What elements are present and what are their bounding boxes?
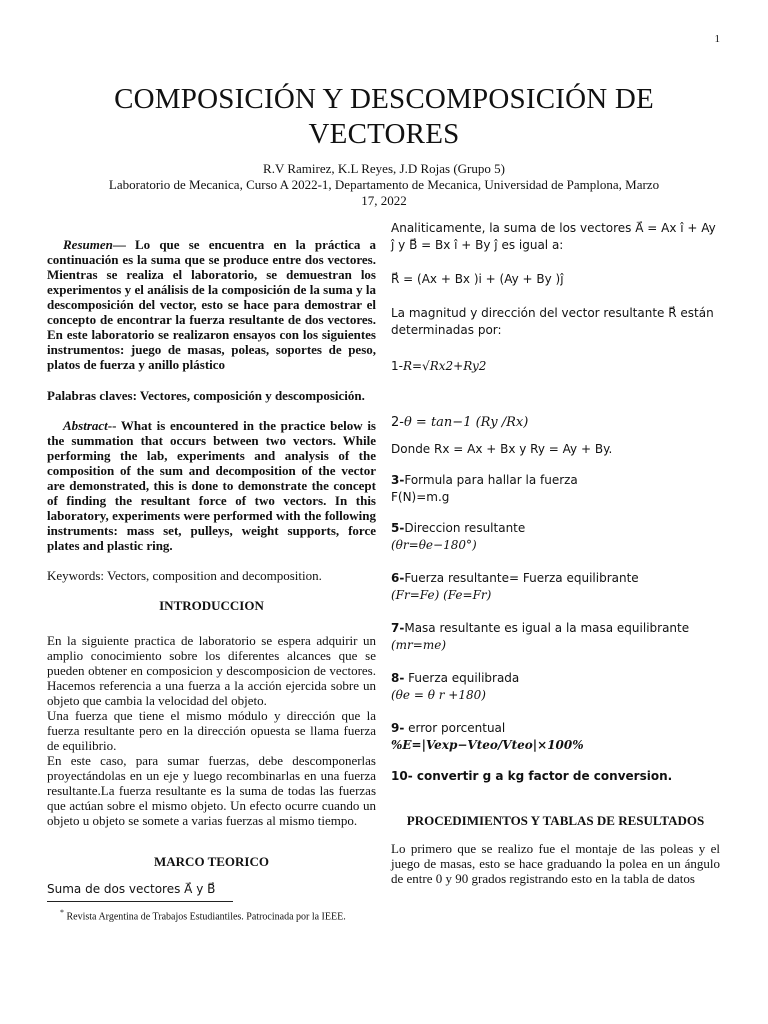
equation-6: (Fr=Fe) (Fe=Fr) <box>391 588 492 602</box>
intro-paragraph-3: En este caso, para sumar fuerzas, debe descomponerlas proyectándolas en un eje y luego recombinarlas en una fuerza resultante.La fuerza resultante es la suma de todas las fuerzas que actúan sobre el mismo objeto. Un efecto ocurre cuando un objeto u objeto se somete a varias fuerzas al mismo tiempo. <box>47 753 376 828</box>
procedimientos-heading: PROCEDIMIENTOS Y TABLAS DE RESULTADOS <box>406 813 705 828</box>
equation-8-label <box>391 670 720 687</box>
right-column <box>391 220 720 886</box>
equation-7-label <box>391 620 720 637</box>
paper-title <box>60 82 708 152</box>
resumen-label: Resumen <box>63 237 113 252</box>
equation-5-label <box>391 520 720 537</box>
resumen-text: — Lo que se encuentra en la práctica a continuación es la suma que se produce entre dos vectores. Mientras se realiza el laboratorio, se demuestran los experimentos y el análisis de la composición de la suma y la descomposición del vector, esto se hace para demostrar el concepto de encontrar la fuerza resultante de dos vectores. En este laboratorio se realizaron ensayos con los siguientes instrumentos: juego de masas, poleas, soportes de peso, platos de fuerza y anillo plástico <box>47 237 376 372</box>
affiliation: Laboratorio de Mecanica, Curso A 2022-1, Departamento de Mecanica, Universidad de Pamplona, Marzo 17, 2022 <box>108 177 660 208</box>
equation-3: F(N)=m.g <box>391 490 450 504</box>
equation-3-label <box>391 472 720 489</box>
footnote <box>60 908 346 922</box>
eq8-number: 8- <box>391 671 405 685</box>
marco-line: Suma de dos vectores A⃗ y B⃗ <box>47 882 216 896</box>
eq10-number: 10- <box>391 769 413 783</box>
eq8-label: Fuerza equilibrada <box>404 671 520 685</box>
eq5-number: 5- <box>391 521 405 535</box>
marco-heading: MARCO TEORICO <box>154 854 269 869</box>
equation-1 <box>391 358 720 375</box>
footnote-rule <box>47 901 233 902</box>
eq3-label: Formula para hallar la fuerza <box>404 473 578 487</box>
eq3-number: 3- <box>391 473 405 487</box>
eq7-label: Masa resultante es igual a la masa equilibrante <box>404 621 690 635</box>
eq7-number: 7- <box>391 621 405 635</box>
intro-heading: INTRODUCCION <box>159 598 264 613</box>
intro-paragraph-1: En la siguiente practica de laboratorio se espera adquirir un amplio conocimiento sobre los diferentes alcances que se pueden obtener en composicion y descomposicion de vectores. Hacemos referencia a una fuerza a la acción ejercida sobre un objeto que cambia la velocidad del objeto. <box>47 633 376 708</box>
eq9-label: error porcentual <box>404 721 506 735</box>
equation-6-label <box>391 570 720 587</box>
equation-9-label <box>391 720 720 737</box>
procedimientos-text: Lo primero que se realizo fue el montaje de las poleas y el juego de masas, esto se hace graduando la polea en un ángulo de entre 0 y 90 grados registrando esto en la tabla de datos <box>391 841 720 886</box>
donde-text: Donde Rx = Ax + Bx y Ry = Ay + By. <box>391 442 613 456</box>
equation-2 <box>391 414 720 431</box>
eq1-number: 1- <box>391 359 403 373</box>
equation-9: %E=|Vexp−Vteo/Vteo|×100% <box>391 738 584 752</box>
intro-paragraph-2: Una fuerza que tiene el mismo módulo y dirección que la fuerza resultante pero en la dirección opuesta se llama fuerza de equilibrio. <box>47 708 376 753</box>
equation-7: (mr=me) <box>391 638 447 652</box>
abstract-text: -- What is encountered in the practice below is the summation that occurs between two vectors. While performing the lab, experiments and analysis of the composition of the sum and decomposition of the vector are demonstrated, this is done to demonstrate the concept of finding the resultant force of two vectors. In this laboratory, experiments were performed with the following instruments: mass set, pulleys, weight supports, force plates and plastic ring. <box>47 418 376 553</box>
eq1-formula: R=√Rx2+Ry2 <box>402 359 487 373</box>
eq5-label: Direccion resultante <box>404 521 526 535</box>
title-line-2: VECTORES <box>308 118 460 150</box>
magnitude-text: La magnitud y dirección del vector resultante R⃗ están determinadas por: <box>391 306 714 337</box>
palabras-claves: Palabras claves: Vectores, composición y descomposición. <box>47 388 365 403</box>
footnote-text: Revista Argentina de Trabajos Estudiantiles. Patrocinada por la IEEE. <box>66 911 346 923</box>
title-line-1: COMPOSICIÓN Y DESCOMPOSICIÓN DE <box>114 83 654 115</box>
equation-5: (θr=θe−180°) <box>391 538 477 552</box>
eq6-number: 6- <box>391 571 405 585</box>
left-column <box>47 237 376 898</box>
equation-8: (θe = θ r +180) <box>391 688 486 702</box>
page-number: 1 <box>714 33 720 45</box>
eq9-number: 9- <box>391 721 405 735</box>
footnote-mark: * <box>60 908 64 917</box>
eq2-number: 2- <box>391 415 404 430</box>
abstract-label: Abstract <box>63 418 108 433</box>
eq10-label: convertir g a kg factor de conversion. <box>412 769 673 783</box>
eq6-label: Fuerza resultante= Fuerza equilibrante <box>404 571 639 585</box>
abstract <box>47 418 376 553</box>
resumen <box>47 237 376 372</box>
keywords: Keywords: Vectors, composition and decomposition. <box>47 568 322 583</box>
authors: R.V Ramirez, K.L Reyes, J.D Rojas (Grupo 5) <box>263 161 505 176</box>
equation-10 <box>391 768 720 785</box>
analytic-sum: Analiticamente, la suma de los vectores A⃗ = Ax î + Ay ĵ y B⃗ = Bx î + By ĵ es igual a: <box>391 221 716 252</box>
eq2-formula: θ = tan−1 (Ry /Rx) <box>403 415 529 430</box>
sum-equation: R⃗ = (Ax + Bx )i + (Ay + By )ĵ <box>391 272 564 286</box>
